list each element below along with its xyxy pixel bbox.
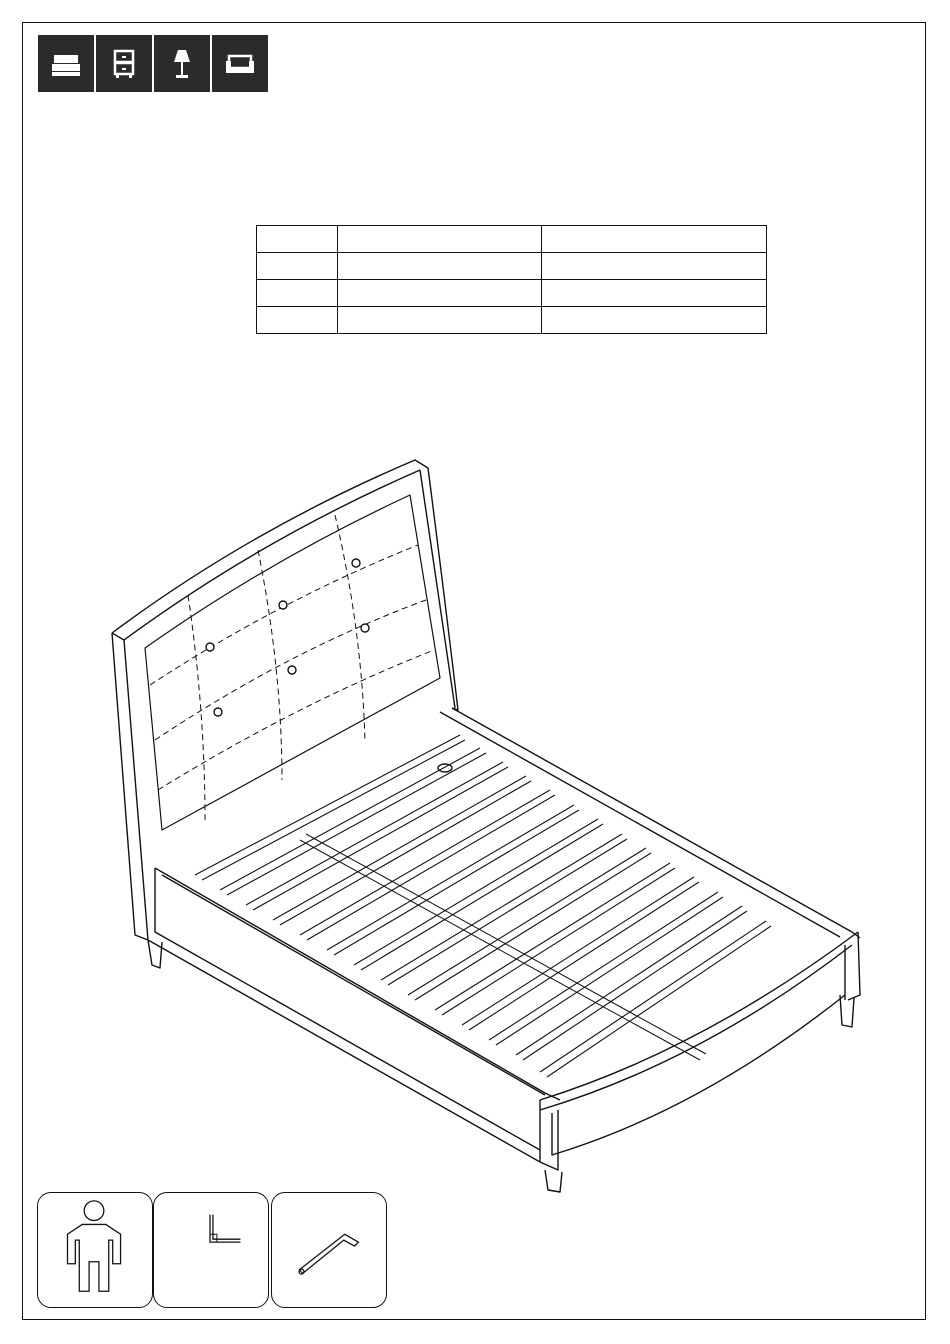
bed-icon (38, 35, 94, 92)
table-cell (257, 226, 338, 253)
right-angle-icon (153, 1192, 269, 1308)
table-cell (257, 253, 338, 280)
table-cell (338, 226, 542, 253)
table-cell (257, 280, 338, 307)
table-cell (338, 253, 542, 280)
table-cell (542, 280, 767, 307)
table-row (257, 226, 767, 253)
table-cell (257, 307, 338, 334)
table-row (257, 307, 767, 334)
spec-table (256, 225, 767, 334)
bed-frame-drawing (100, 450, 870, 1200)
table-cell (338, 280, 542, 307)
sofa-icon (212, 35, 268, 92)
table-row (257, 253, 767, 280)
table-cell (542, 307, 767, 334)
table-cell (542, 253, 767, 280)
lamp-icon (154, 35, 210, 92)
table-cell (338, 307, 542, 334)
table-row (257, 280, 767, 307)
person-icon (37, 1192, 153, 1308)
category-icon-strip (38, 35, 270, 92)
nightstand-icon (96, 35, 152, 92)
allen-key-icon (271, 1192, 387, 1308)
table-cell (542, 226, 767, 253)
